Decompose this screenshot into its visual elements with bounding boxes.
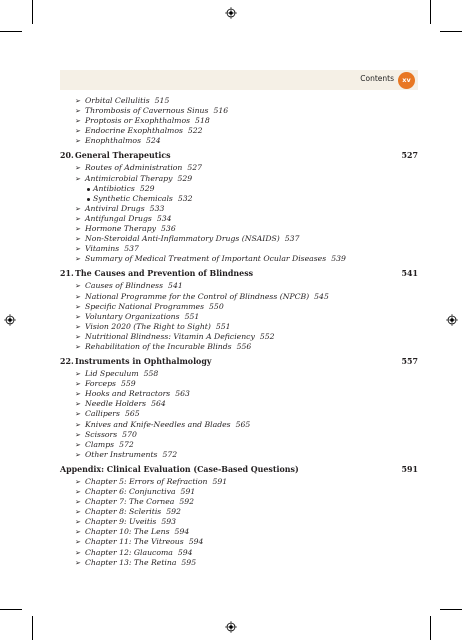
entry-title: Chapter 8: Scleritis — [85, 507, 162, 517]
toc-entry — [60, 292, 400, 302]
arrowhead-bullet-icon: ➢ — [75, 127, 81, 136]
toc-entry — [60, 136, 400, 146]
arrowhead-bullet-icon: ➢ — [75, 498, 81, 507]
entry-title: Antifungal Drugs — [85, 213, 152, 223]
page-number-badge: xv — [398, 72, 415, 89]
entry-title: Antiviral Drugs — [85, 203, 145, 213]
entry-page: 522 — [187, 126, 203, 136]
crop-mark — [32, 0, 33, 24]
crop-mark — [0, 31, 22, 32]
toc-entry — [60, 126, 400, 136]
entry-title: Routes of Administration — [85, 163, 183, 173]
toc-entry — [60, 450, 400, 460]
entry-title: Orbital Cellulitis — [85, 96, 150, 105]
entry-title: Antibiotics — [93, 183, 135, 193]
toc-entry — [60, 214, 400, 224]
entry-page: 565 — [124, 409, 140, 419]
arrowhead-bullet-icon: ➢ — [75, 528, 81, 537]
registration-mark-icon — [225, 621, 237, 633]
toc-entry — [60, 369, 400, 379]
entry-title: Proptosis or Exophthalmos — [85, 116, 191, 126]
arrowhead-bullet-icon: ➢ — [75, 538, 81, 547]
chapter-page: 591 — [401, 464, 418, 474]
entry-page: 537 — [284, 234, 300, 244]
arrowhead-bullet-icon: ➢ — [75, 548, 81, 557]
arrowhead-bullet-icon: ➢ — [75, 332, 81, 341]
chapter-heading — [60, 462, 418, 477]
toc-subentry — [60, 184, 400, 194]
toc-entry — [60, 537, 400, 547]
registration-mark-icon — [225, 7, 237, 19]
entry-title: Endocrine Exophthalmos — [85, 126, 183, 136]
toc-entry — [60, 379, 400, 389]
chapter-number: 22. — [60, 357, 74, 367]
entry-page: 592 — [179, 497, 195, 507]
toc-entry — [60, 312, 400, 322]
entry-title: Synthetic Chemicals — [93, 193, 173, 203]
chapter-heading — [60, 354, 418, 369]
entry-title: Non-Steroidal Anti-Inflammatory Drugs (NSAIDS) — [85, 234, 280, 244]
entry-title: Vitamins — [85, 244, 120, 254]
entry-page: 534 — [156, 213, 172, 223]
toc-entry — [60, 322, 400, 332]
entry-title: Nutritional Blindness: Vitamin A Deficiency — [85, 331, 255, 341]
table-of-contents — [60, 96, 418, 568]
entry-page: 551 — [215, 321, 231, 331]
toc-entry — [60, 234, 400, 244]
entry-title: Rehabilitation of the Incurable Blinds — [85, 341, 232, 351]
entry-page: 592 — [166, 507, 181, 517]
arrowhead-bullet-icon: ➢ — [75, 97, 81, 105]
entry-page: 527 — [187, 163, 203, 173]
entry-page: 552 — [259, 331, 275, 341]
toc-entry — [60, 302, 400, 312]
chapter-title: General Therapeutics — [75, 151, 171, 161]
toc-entry — [60, 420, 400, 430]
arrowhead-bullet-icon: ➢ — [75, 558, 81, 567]
entry-page: 518 — [195, 116, 210, 126]
crop-mark — [0, 609, 22, 610]
toc-entry — [60, 409, 400, 419]
entry-page: 563 — [175, 389, 190, 399]
arrowhead-bullet-icon: ➢ — [75, 174, 81, 183]
header-label: Contents — [360, 74, 394, 83]
entry-title: Summary of Medical Treatment of Important Ocular Diseases — [85, 254, 327, 264]
arrowhead-bullet-icon: ➢ — [75, 488, 81, 496]
entry-page: 541 — [168, 281, 183, 291]
entry-title: Chapter 5: Errors of Refraction — [85, 476, 208, 486]
crop-mark — [430, 616, 431, 640]
entry-page: 593 — [161, 517, 177, 527]
toc-entry — [60, 204, 400, 214]
toc-entry — [60, 548, 400, 558]
toc-entry — [60, 281, 400, 291]
crop-mark — [32, 616, 33, 640]
arrowhead-bullet-icon: ➢ — [75, 450, 81, 459]
entry-title: Hormone Therapy — [85, 224, 157, 234]
toc-entry — [60, 332, 400, 342]
entry-title: Specific National Programmes — [85, 301, 205, 311]
entry-page: 564 — [151, 399, 166, 409]
entry-title: National Programme for the Control of Blindness (NPCB) — [85, 291, 310, 301]
toc-entry — [60, 342, 400, 352]
chapter-number: 21. — [60, 269, 74, 279]
entry-page: 532 — [177, 193, 193, 203]
arrowhead-bullet-icon: ➢ — [75, 235, 81, 244]
entry-title: Forceps — [85, 379, 116, 389]
chapter-heading — [60, 148, 418, 163]
entry-title: Thrombosis of Cavernous Sinus — [85, 106, 209, 116]
bullet-icon — [87, 198, 90, 201]
entry-title: Clamps — [85, 439, 115, 449]
entry-page: 572 — [162, 449, 178, 459]
arrowhead-bullet-icon: ➢ — [75, 380, 81, 389]
registration-mark-icon — [446, 314, 458, 326]
chapter-page: 527 — [401, 151, 418, 161]
arrowhead-bullet-icon: ➢ — [75, 477, 81, 486]
entry-title: Causes of Blindness — [85, 281, 164, 291]
entry-page: 529 — [177, 173, 193, 183]
arrowhead-bullet-icon: ➢ — [75, 508, 81, 517]
entry-page: 529 — [139, 183, 155, 193]
entry-title: Knives and Knife-Needles and Blades — [85, 419, 231, 429]
arrowhead-bullet-icon: ➢ — [75, 410, 81, 419]
arrowhead-bullet-icon: ➢ — [75, 440, 81, 449]
toc-entry — [60, 96, 400, 106]
arrowhead-bullet-icon: ➢ — [75, 164, 81, 173]
toc-entry — [60, 244, 400, 254]
entry-title: Scissors — [85, 429, 118, 439]
arrowhead-bullet-icon: ➢ — [75, 204, 81, 213]
entry-title: Callipers — [85, 409, 120, 419]
entry-page: 558 — [143, 369, 159, 379]
entry-page: 559 — [120, 379, 136, 389]
arrowhead-bullet-icon: ➢ — [75, 302, 81, 311]
toc-entry — [60, 430, 400, 440]
entry-title: Chapter 7: The Cornea — [85, 497, 175, 507]
toc-entry — [60, 477, 400, 487]
entry-title: Lid Speculum — [85, 369, 139, 379]
entry-page: 572 — [119, 439, 134, 449]
entry-title: Chapter 12: Glaucoma — [85, 547, 173, 557]
toc-entry — [60, 517, 400, 527]
entry-page: 570 — [122, 429, 137, 439]
arrowhead-bullet-icon: ➢ — [75, 107, 81, 116]
arrowhead-bullet-icon: ➢ — [75, 342, 81, 351]
crop-mark — [440, 609, 462, 610]
entry-title: Chapter 11: The Vitreous — [85, 537, 184, 547]
entry-page: 565 — [235, 419, 251, 429]
arrowhead-bullet-icon: ➢ — [75, 430, 81, 439]
arrowhead-bullet-icon: ➢ — [75, 282, 81, 291]
entry-page: 550 — [209, 301, 224, 311]
arrowhead-bullet-icon: ➢ — [75, 370, 81, 379]
toc-entry — [60, 558, 400, 568]
arrowhead-bullet-icon: ➢ — [75, 390, 81, 399]
arrowhead-bullet-icon: ➢ — [75, 312, 81, 321]
chapter-title: Appendix: Clinical Evaluation (Case-Based Questions) — [60, 464, 299, 474]
entry-title: Enophthalmos — [85, 136, 142, 146]
entry-title: Needle Holders — [85, 399, 147, 409]
arrowhead-bullet-icon: ➢ — [75, 225, 81, 234]
entry-page: 537 — [124, 244, 139, 254]
crop-mark — [440, 31, 462, 32]
entry-page: 594 — [177, 547, 193, 557]
arrowhead-bullet-icon: ➢ — [75, 292, 81, 301]
toc-entry — [60, 497, 400, 507]
toc-entry — [60, 389, 400, 399]
toc-entry — [60, 163, 400, 173]
chapter-title: The Causes and Prevention of Blindness — [75, 269, 254, 279]
entry-page: 595 — [181, 557, 197, 567]
entry-title: Chapter 6: Conjunctiva — [85, 487, 176, 496]
arrowhead-bullet-icon: ➢ — [75, 245, 81, 254]
toc-entry — [60, 174, 400, 184]
entry-title: Antimicrobial Therapy — [85, 173, 173, 183]
arrowhead-bullet-icon: ➢ — [75, 214, 81, 223]
entry-page: 556 — [236, 341, 252, 351]
arrowhead-bullet-icon: ➢ — [75, 117, 81, 126]
entry-title: Hooks and Retractors — [85, 389, 171, 399]
arrowhead-bullet-icon: ➢ — [75, 518, 81, 527]
toc-entry — [60, 440, 400, 450]
toc-entry — [60, 507, 400, 517]
toc-entry — [60, 399, 400, 409]
entry-title: Chapter 10: The Lens — [85, 527, 170, 537]
arrowhead-bullet-icon: ➢ — [75, 137, 81, 146]
chapter-page: 557 — [401, 357, 418, 367]
toc-entry — [60, 487, 400, 497]
entry-page: 536 — [161, 224, 176, 234]
entry-title: Other Instruments — [85, 449, 158, 459]
entry-page: 515 — [154, 96, 170, 105]
toc-entry — [60, 116, 400, 126]
entry-page: 594 — [188, 537, 204, 547]
entry-page: 545 — [314, 291, 329, 301]
toc-entry — [60, 527, 400, 537]
entry-title: Chapter 13: The Retina — [85, 557, 177, 567]
entry-page: 591 — [212, 476, 228, 486]
entry-page: 524 — [146, 136, 161, 146]
entry-page: 551 — [184, 311, 200, 321]
entry-page: 533 — [149, 203, 165, 213]
entry-title: Vision 2020 (The Right to Sight) — [85, 321, 211, 331]
entry-page: 594 — [174, 527, 190, 537]
chapter-heading — [60, 266, 418, 281]
arrowhead-bullet-icon: ➢ — [75, 322, 81, 331]
chapter-page: 541 — [401, 269, 418, 279]
toc-entry — [60, 106, 400, 116]
toc-entry — [60, 254, 400, 264]
entry-title: Chapter 9: Uveitis — [85, 517, 157, 527]
toc-subentry — [60, 194, 400, 204]
entry-title: Voluntary Organizations — [85, 311, 180, 321]
chapter-title: Instruments in Ophthalmology — [75, 357, 212, 367]
chapter-number: 20. — [60, 151, 74, 161]
arrowhead-bullet-icon: ➢ — [75, 400, 81, 409]
arrowhead-bullet-icon: ➢ — [75, 420, 81, 429]
crop-mark — [430, 0, 431, 24]
entry-page: 591 — [180, 487, 196, 496]
running-header — [60, 70, 418, 90]
entry-page: 539 — [331, 254, 346, 264]
registration-mark-icon — [4, 314, 16, 326]
entry-page: 516 — [213, 106, 229, 116]
toc-entry — [60, 224, 400, 234]
arrowhead-bullet-icon: ➢ — [75, 255, 81, 264]
bullet-icon — [87, 188, 90, 191]
